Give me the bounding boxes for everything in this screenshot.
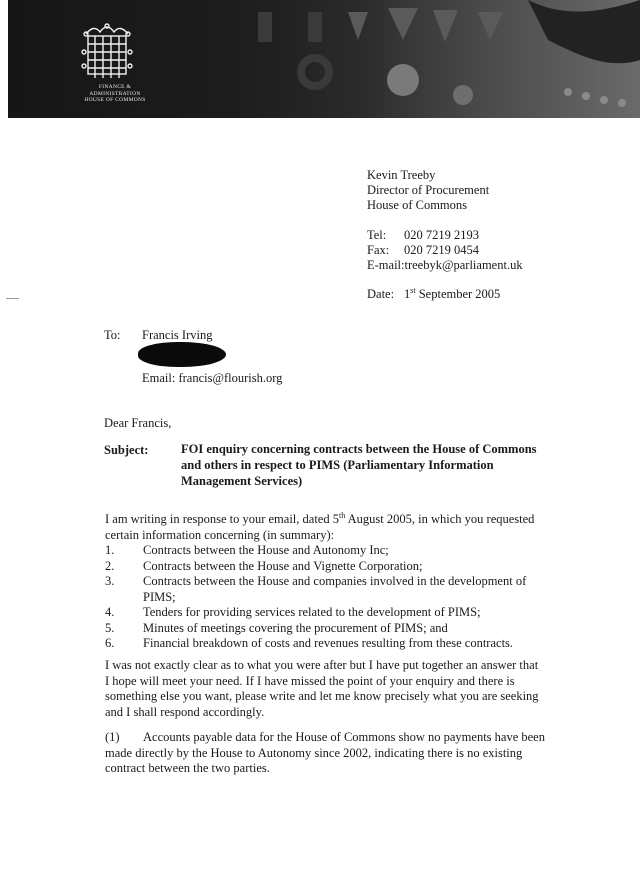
list-item <box>105 543 545 559</box>
intro-text: I am writing in response to your email, dated 5 <box>105 512 339 526</box>
fax-label: Fax: <box>367 243 390 257</box>
recipient-name: Francis Irving <box>142 328 213 342</box>
sender-block <box>367 168 523 302</box>
fold-mark <box>6 298 19 299</box>
list-number: 5. <box>105 620 115 635</box>
sender-email: treebyk@parliament.uk <box>404 258 523 272</box>
list-item <box>105 636 545 652</box>
fax-row <box>367 243 523 258</box>
sender-title: Director of Procurement <box>367 183 490 197</box>
list-number: 2. <box>105 558 115 573</box>
crest-caption-line: FINANCE & <box>98 84 132 90</box>
to-label: To: <box>104 328 121 342</box>
request-list <box>105 543 545 652</box>
list-text: Contracts between the House and Vignette Corporation; <box>143 558 423 573</box>
list-text: Contracts between the House and Autonomy Inc; <box>143 543 389 557</box>
crest-caption-line: ADMINISTRATION <box>89 90 141 97</box>
redaction-mark <box>138 342 226 367</box>
recipient-email: francis@flourish.org <box>178 371 283 385</box>
intro-text-rest: August 2005, in which you requested certain information concerning (in summary): <box>105 512 535 542</box>
answer-text: Accounts payable data for the House of Commons show no payments have been made directly by the House to Autonomy since 2002, indicating there is no existing contract between the two parties. <box>105 730 545 775</box>
date-ordinal: st <box>410 285 416 295</box>
list-number: 1. <box>105 543 115 557</box>
list-text: Contracts between the House and companies involved in the development of PIMS; <box>143 574 527 604</box>
list-item <box>105 559 545 575</box>
email-row <box>367 258 523 273</box>
fax-value: 020 7219 0454 <box>404 243 479 257</box>
date-day: 1 <box>404 287 411 301</box>
list-number: 3. <box>105 574 115 588</box>
recipient-email-line <box>142 371 282 386</box>
intro-ordinal: th <box>338 510 346 520</box>
crest-caption <box>70 84 160 104</box>
subject-text: FOI enquiry concerning contracts between the House of Commons and others in respect to PIMS (Parliamentary Information Management Services) <box>181 442 537 488</box>
email-label: Email: <box>142 371 176 385</box>
clarification-paragraph: I was not exactly clear as to what you were after but I have put together an answer that I hope will meet your need. If I have missed the point of your enquiry and there is something else you want, please write and let me know precisely what you are seeking and I shall respond accordingly. <box>105 658 539 719</box>
list-text: Financial breakdown of costs and revenues resulting from these contracts. <box>143 636 514 650</box>
list-number: 4. <box>105 605 115 619</box>
date-label: Date: <box>367 287 395 301</box>
list-item <box>105 621 545 637</box>
answer-number: (1) <box>105 730 120 744</box>
answer-paragraph <box>105 730 545 777</box>
intro-paragraph <box>105 512 545 543</box>
salutation: Dear Francis, <box>104 416 172 430</box>
sender-org: House of Commons <box>367 198 467 212</box>
date-row <box>367 287 523 302</box>
subject-label: Subject: <box>104 443 149 457</box>
list-number: 6. <box>105 636 115 650</box>
date-month-year: September 2005 <box>418 287 501 301</box>
list-text: Tenders for providing services related to the development of PIMS; <box>143 605 481 619</box>
sender-name: Kevin Treeby <box>367 168 436 182</box>
portcullis-crest-icon <box>80 22 134 82</box>
tel-label: Tel: <box>367 228 387 242</box>
list-text: Minutes of meetings covering the procurement of PIMS; and <box>143 620 448 635</box>
tel-row <box>367 228 523 243</box>
tel-value: 020 7219 2193 <box>404 228 479 242</box>
crest-caption-line: HOUSE OF COMMONS <box>84 97 146 103</box>
list-item <box>105 605 545 621</box>
date-value <box>404 287 500 302</box>
email-label: E-mail: <box>367 258 405 272</box>
letterhead-banner <box>8 0 640 118</box>
list-item <box>105 574 545 605</box>
